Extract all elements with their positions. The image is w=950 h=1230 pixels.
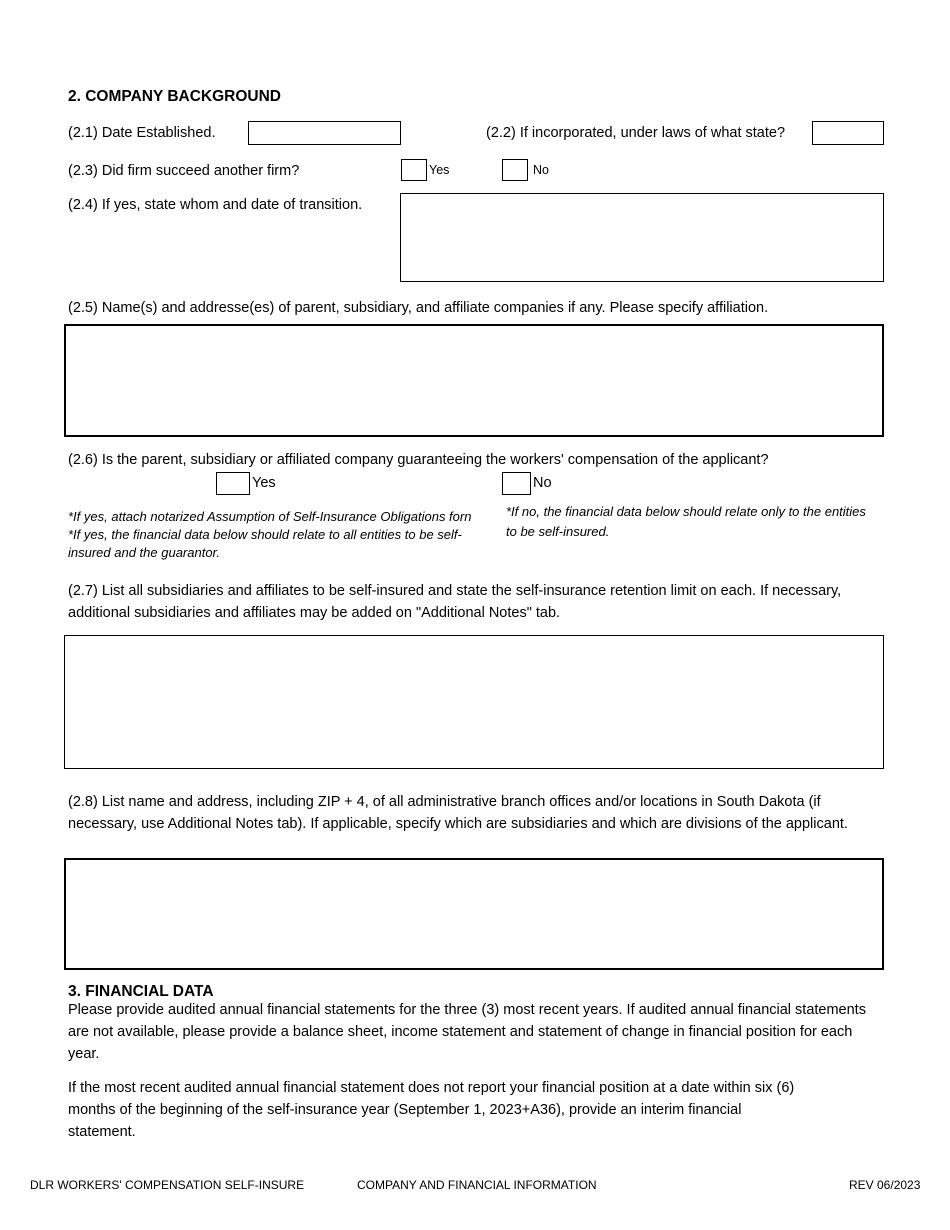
question-2-6-label: (2.6) Is the parent, subsidiary or affiliated company guaranteeing the workers' compensation of the applicant? (68, 452, 769, 468)
section-heading-company-background: 2. COMPANY BACKGROUND (68, 88, 281, 105)
question-2-2-label: (2.2) If incorporated, under laws of what state? (486, 125, 786, 141)
financial-data-paragraph-1: Please provide audited annual financial statements for the three (3) most recent years. If audited annual financial statements are not available, please provide a balance sheet, income statement and statement of change in financial position for each year. (68, 1002, 866, 1062)
financial-data-paragraph-2: If the most recent audited annual financial statement does not report your financial position at a date within six (6) months of the beginning of the self-insurance year (September 1, 2023+A36), provide an interim financial statement. (68, 1080, 795, 1140)
state-of-incorporation-field[interactable] (812, 121, 884, 145)
section-heading-financial-data: 3. FINANCIAL DATA (68, 983, 214, 1000)
guarantee-yes-label: Yes (252, 475, 276, 491)
footer-left: DLR WORKERS' COMPENSATION SELF-INSURE (30, 1178, 305, 1192)
question-2-5-label: (2.5) Name(s) and addresse(es) of parent, subsidiary, and affiliate companies if any. Please specify affiliation. (68, 300, 769, 316)
guarantee-no-checkbox[interactable] (502, 472, 531, 495)
note-if-no-financial: *If no, the financial data below should relate only to the entities to be self-insured. (506, 504, 866, 539)
succeed-yes-label: Yes (429, 163, 450, 177)
affiliate-companies-field[interactable] (64, 324, 884, 437)
date-established-field[interactable] (248, 121, 401, 145)
succeed-no-label: No (533, 163, 549, 177)
transition-details-field[interactable] (400, 193, 884, 282)
succeed-yes-checkbox[interactable] (401, 159, 427, 181)
question-2-1-label: (2.1) Date Established. (68, 125, 216, 141)
footer-center: COMPANY AND FINANCIAL INFORMATION (357, 1178, 597, 1192)
question-2-3-label: (2.3) Did firm succeed another firm? (68, 163, 300, 179)
guarantee-yes-checkbox[interactable] (216, 472, 250, 495)
guarantee-no-label: No (533, 475, 552, 491)
note-if-yes-financial: *If yes, the financial data below should relate to all entities to be self-insured and the guarantor. (68, 527, 462, 560)
question-2-4-label: (2.4) If yes, state whom and date of transition. (68, 197, 363, 213)
branch-offices-field[interactable] (64, 858, 884, 970)
question-2-7-label: (2.7) List all subsidiaries and affiliates to be self-insured and state the self-insurance retention limit on each. If necessary, additional subsidiaries and affiliates may be added on "Additional Notes" tab. (68, 583, 842, 621)
footer-right: REV 06/2023 (849, 1178, 921, 1192)
note-if-yes-attach: *If yes, attach notarized Assumption of Self-Insurance Obligations forn (68, 509, 472, 524)
succeed-no-checkbox[interactable] (502, 159, 528, 181)
subsidiaries-list-field[interactable] (64, 635, 884, 769)
question-2-8-label: (2.8) List name and address, including ZIP + 4, of all administrative branch offices and/or locations in South Dakota (if necessary, use Additional Notes tab). If applicable, specify which are subsidiaries and which are divisions of the applicant. (68, 794, 848, 832)
